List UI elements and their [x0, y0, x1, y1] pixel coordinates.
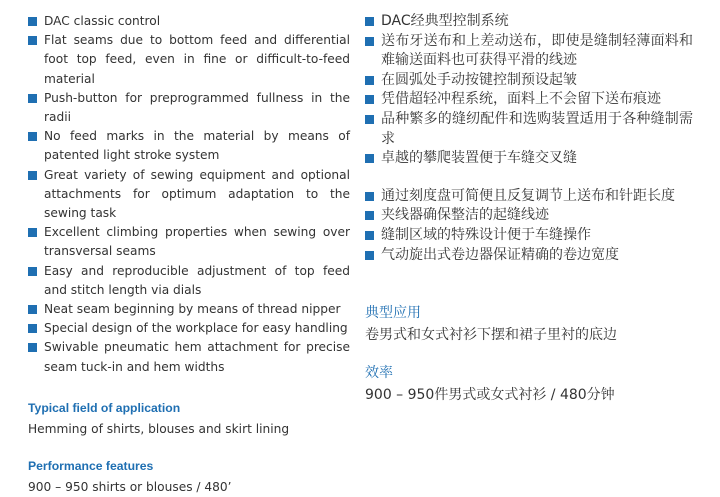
- square-bullet-icon: [28, 171, 37, 180]
- feature-text: 气动旋出式卷边器保证精确的卷边宽度: [381, 246, 619, 263]
- square-bullet-icon: [28, 94, 37, 103]
- square-bullet-icon: [365, 192, 374, 201]
- feature-text: 缝制区域的特殊设计便于车缝操作: [381, 226, 591, 243]
- feature-text: 夹线器确保整洁的起缝线迹: [381, 207, 549, 224]
- list-item: [365, 110, 693, 149]
- feature-text: 通过刻度盘可简便且反复调节上送布和针距长度: [381, 187, 675, 204]
- feature-text: No feed marks in the material by means of patented light stroke system: [44, 129, 350, 163]
- feature-text: Swivable pneumatic hem attachment for precise seam tuck-in and hem widths: [44, 340, 350, 374]
- list-item: [28, 223, 350, 261]
- feature-text: Great variety of sewing equipment and optional attachments for optimum adaptation to the sewing task: [44, 167, 350, 221]
- feature-text: Excellent climbing properties when sewing over transversal seams: [44, 225, 350, 259]
- application-section-en: [28, 399, 350, 439]
- square-bullet-icon: [28, 305, 37, 314]
- chinese-feature-list: [365, 12, 693, 265]
- list-item: [28, 89, 350, 127]
- list-item: [28, 319, 350, 338]
- feature-text: Easy and reproducible adjustment of top feed and stitch length via dials: [44, 263, 350, 297]
- list-item: [28, 31, 350, 89]
- list-item: [28, 300, 350, 319]
- feature-text: 品种繁多的缝纫配件和选购装置适用于各种缝制需求: [381, 110, 693, 147]
- list-item: [365, 32, 693, 71]
- feature-text: Flat seams due to bottom feed and differential foot top feed, even in fine or difficult-to-feed material: [44, 33, 350, 86]
- list-item: [365, 187, 693, 207]
- square-bullet-icon: [365, 154, 374, 163]
- performance-heading: Performance features: [28, 458, 154, 473]
- feature-text: 送布牙送布和上差动送布，即使是缝制轻薄面料和难输送面料也可获得平滑的线迹: [381, 32, 693, 69]
- square-bullet-icon: [365, 76, 374, 85]
- feature-text: Special design of the workplace for easy handling: [44, 321, 348, 336]
- english-feature-list: [28, 12, 350, 377]
- application-heading: 典型应用: [365, 305, 421, 322]
- square-bullet-icon: [28, 17, 37, 26]
- square-bullet-icon: [28, 228, 37, 237]
- square-bullet-icon: [28, 267, 37, 276]
- feature-text: DAC classic control: [44, 14, 161, 28]
- application-section-cn: [365, 303, 693, 345]
- performance-section-cn: [365, 363, 693, 405]
- list-item: [365, 246, 693, 266]
- feature-text: 凭借超轻冲程系统，面料上不会留下送布痕迹: [381, 91, 661, 108]
- square-bullet-icon: [28, 132, 37, 141]
- performance-heading: 效率: [365, 365, 393, 382]
- application-text: 卷男式和女式衬衫下摆和裙子里衬的底边: [365, 327, 617, 344]
- square-bullet-icon: [28, 36, 37, 45]
- list-item: [28, 12, 350, 31]
- performance-section-en: [28, 457, 350, 497]
- list-item: [28, 127, 350, 165]
- square-bullet-icon: [365, 37, 374, 46]
- list-item: [365, 226, 693, 246]
- feature-text: Neat seam beginning by means of thread nipper: [44, 302, 341, 317]
- square-bullet-icon: [365, 251, 374, 260]
- list-item: [28, 262, 350, 300]
- list-item: [28, 338, 350, 376]
- list-item: [365, 206, 693, 226]
- english-column: [28, 12, 350, 497]
- list-item: [28, 166, 350, 224]
- square-bullet-icon: [28, 343, 37, 352]
- feature-text: 卓越的攀爬装置便于车缝交叉缝: [381, 150, 577, 167]
- performance-text: 900 – 950 shirts or blouses / 480’: [28, 479, 232, 494]
- feature-text: DAC经典型控制系统: [381, 13, 509, 29]
- square-bullet-icon: [365, 17, 374, 26]
- performance-text: 900 – 950件男式或女式衬衫 / 480分钟: [365, 387, 615, 404]
- application-text: Hemming of shirts, blouses and skirt lining: [28, 421, 290, 436]
- square-bullet-icon: [365, 231, 374, 240]
- list-item: [365, 149, 693, 169]
- list-item: [365, 71, 693, 91]
- square-bullet-icon: [28, 324, 37, 333]
- square-bullet-icon: [365, 95, 374, 104]
- feature-text: 在圆弧处手动按键控制预设起皱: [381, 71, 577, 88]
- application-heading: Typical field of application: [28, 400, 181, 415]
- list-item: [365, 90, 693, 110]
- square-bullet-icon: [365, 211, 374, 220]
- chinese-column: [365, 12, 693, 405]
- square-bullet-icon: [365, 115, 374, 124]
- list-item: [365, 12, 693, 32]
- feature-text: Push-button for preprogrammed fullness in the radii: [44, 90, 350, 125]
